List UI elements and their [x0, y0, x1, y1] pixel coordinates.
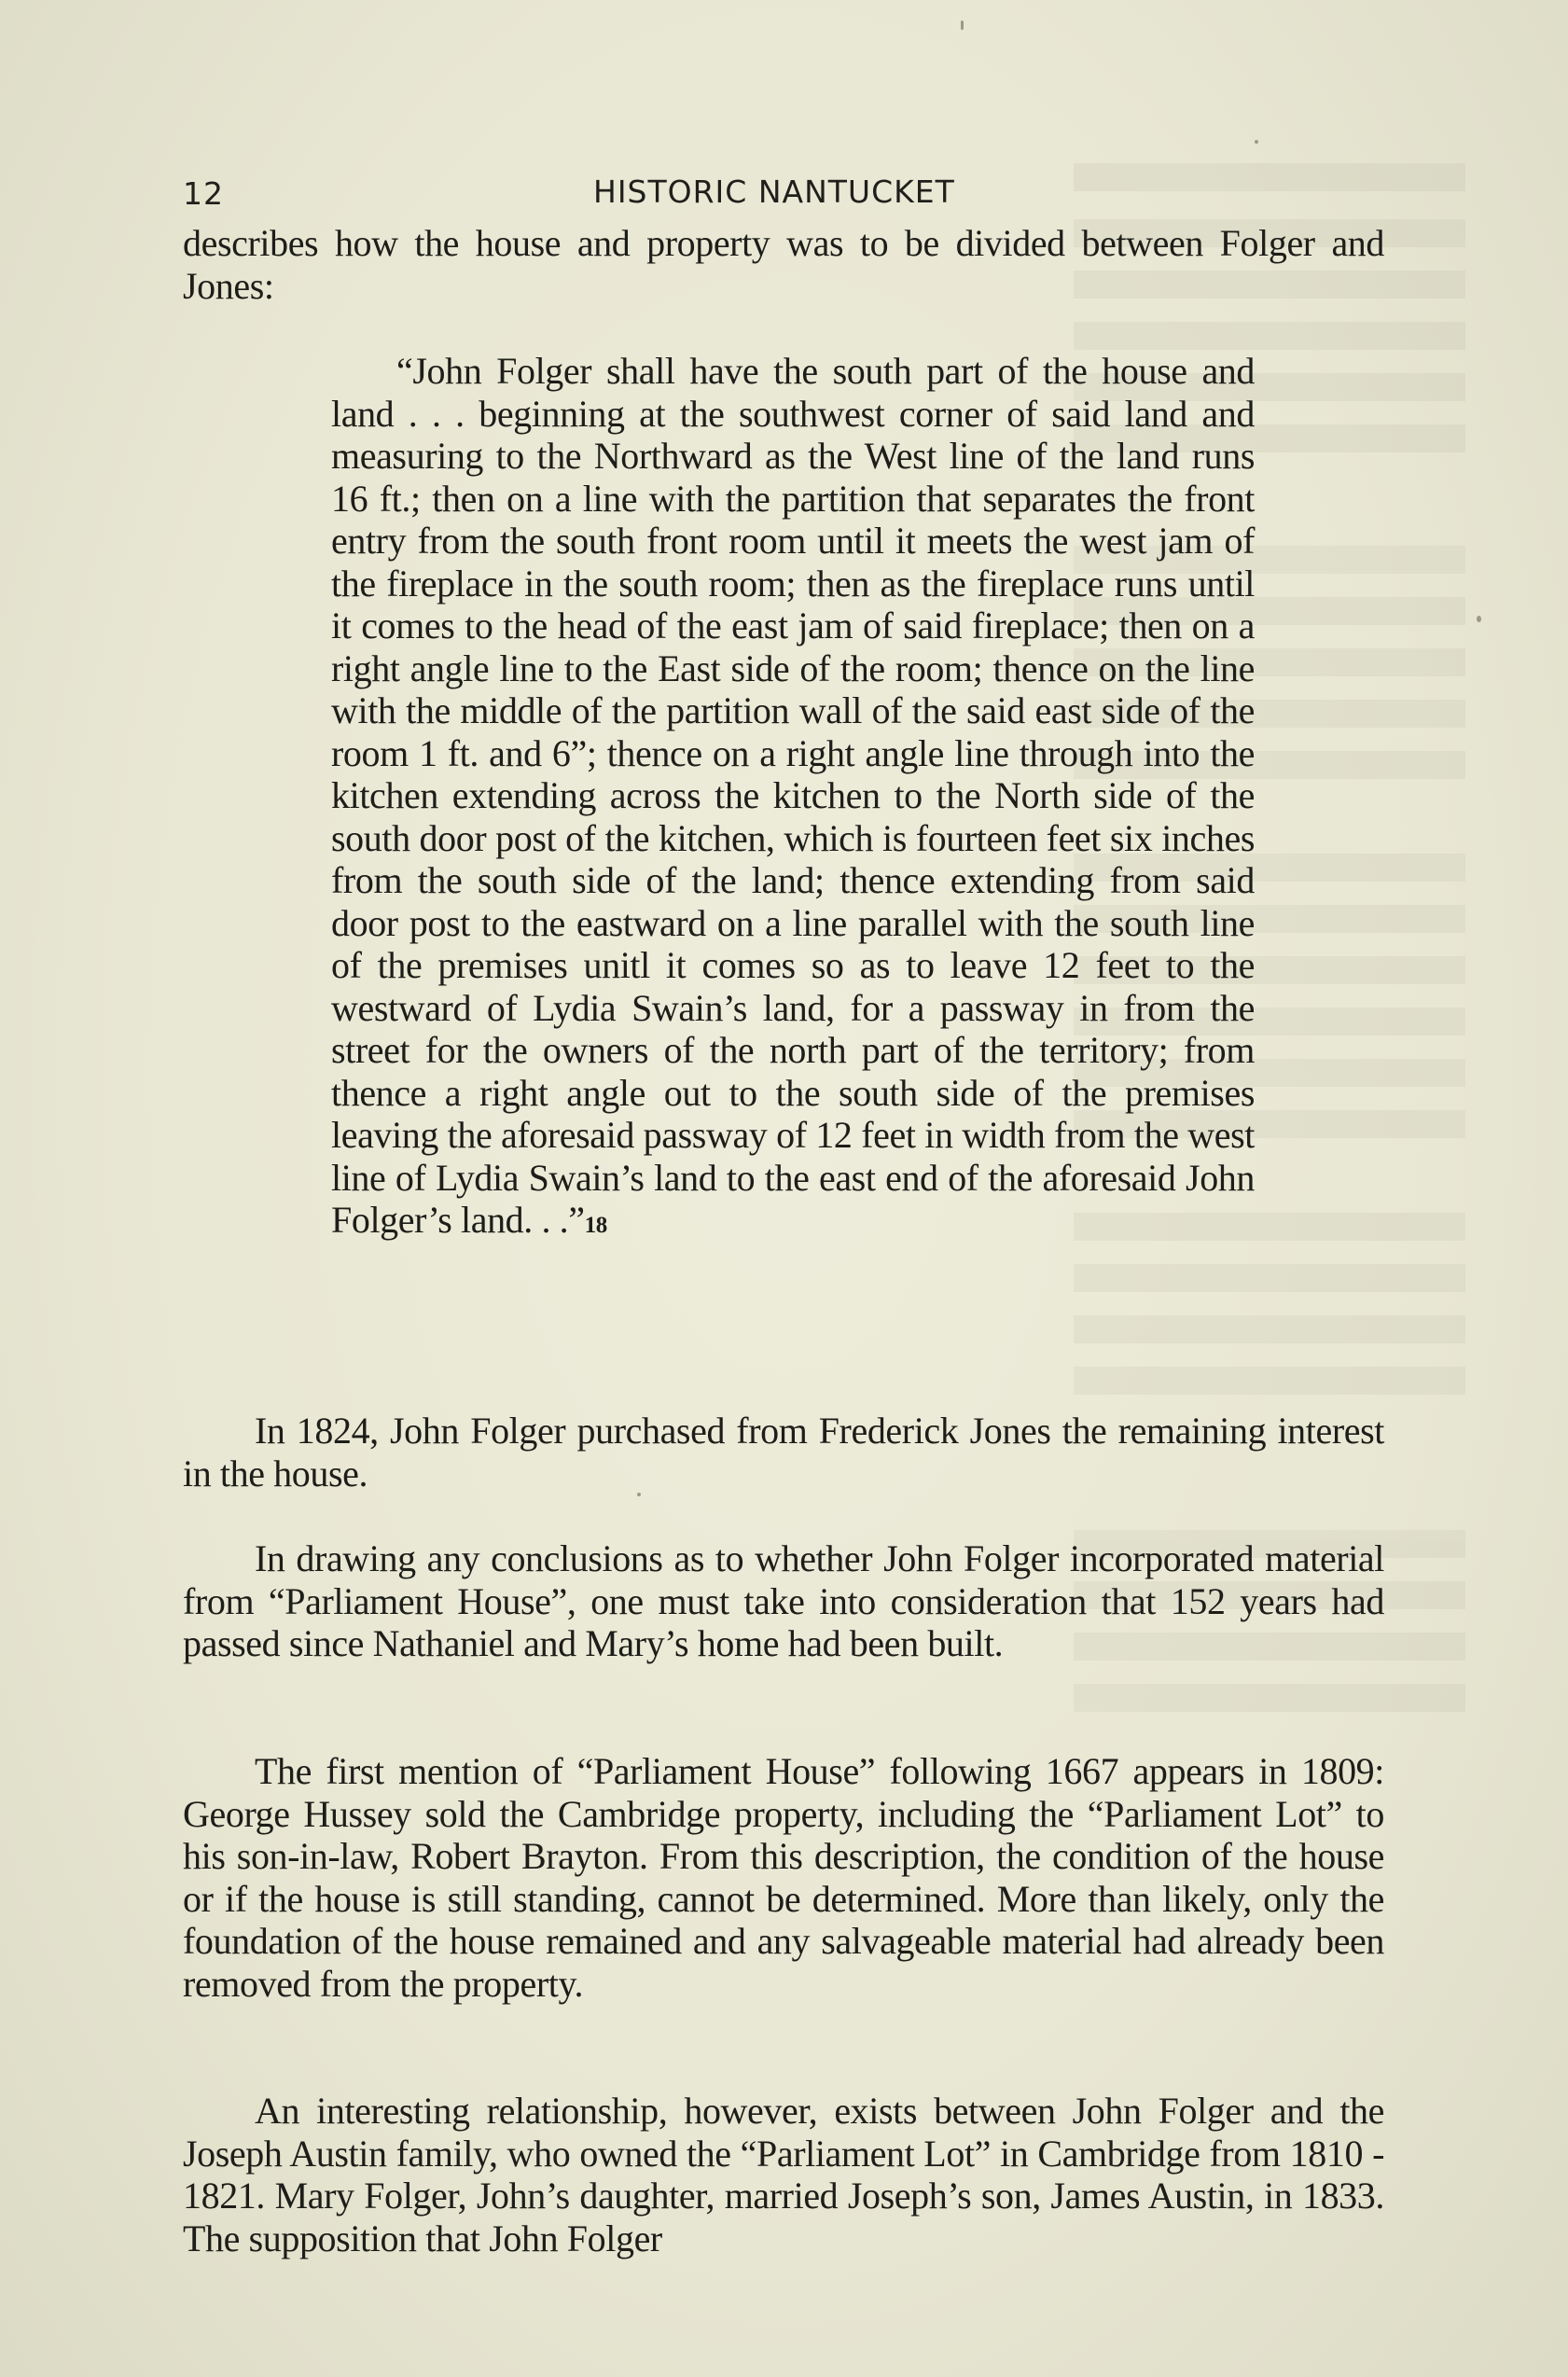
- intro-paragraph: describes how the house and property was to be divided between Folger and Jones:: [183, 222, 1384, 307]
- paragraph-relationship: An interesting relationship, however, exists between John Folger and the Joseph Austin family, who owned the “Parliament Lot” in Cambridge from 1810 - 1821. Mary Folger, John’s daughter, married Joseph’s son, James Austin, in 1833. The supposition that John Folger: [183, 2090, 1384, 2259]
- paragraph-1824-purchase: In 1824, John Folger purchased from Frederick Jones the remaining interest in the house.: [183, 1410, 1384, 1494]
- running-title: HISTORIC NANTUCKET: [593, 174, 955, 210]
- deed-quotation: [331, 350, 1255, 1247]
- paragraph-conclusions: In drawing any conclusions as to whether John Folger incorporated material from “Parliament House”, one must take into consideration that 152 years had passed since Nathaniel and Mary’s home had been built.: [183, 1537, 1384, 1664]
- page-number: 12: [183, 175, 224, 212]
- footnote-reference: 18: [584, 1213, 607, 1238]
- running-header: [183, 174, 1379, 220]
- deed-quotation-text: “John Folger shall have the south part of the house and land . . . beginning at the southwest corner of said land and measuring to the Northward as the West line of the land runs 16 ft.; then on a line with the partition that separates the front entry from the south front room until it meets the west jam of the fireplace in the south room; then as the fireplace runs until it comes to the head of the east jam of said fireplace; then on a right angle line to the East side of the room; thence on the line with the middle of the partition wall of the said east side of the room 1 ft. and 6”; thence on a right angle line through into the kitchen extending across the kitchen to the North side of the south door post of the kitchen, which is fourteen feet six inches from the south side of the land; thence extending from said door post to the eastward on a line parallel with the south line of the premises unitl it comes so as to leave 12 feet to the westward of Lydia Swain’s land, for a passway in from the street for the owners of the north part of the territory; from thence a right angle out to the south side of the premises leaving the aforesaid passway of 12 feet in width from the west line of Lydia Swain’s land to the east end of the aforesaid John Folger’s land. . .”: [331, 350, 1255, 1241]
- paragraph-first-mention: The first mention of “Parliament House” following 1667 appears in 1809: George Hussey sold the Cambridge property, including the “Parliament Lot” to his son-in-law, Robert Brayton. From this description, the condition of the house or if the house is still standing, cannot be determined. More than likely, only the foundation of the house remained and any salvageable material had already been removed from the property.: [183, 1750, 1384, 2005]
